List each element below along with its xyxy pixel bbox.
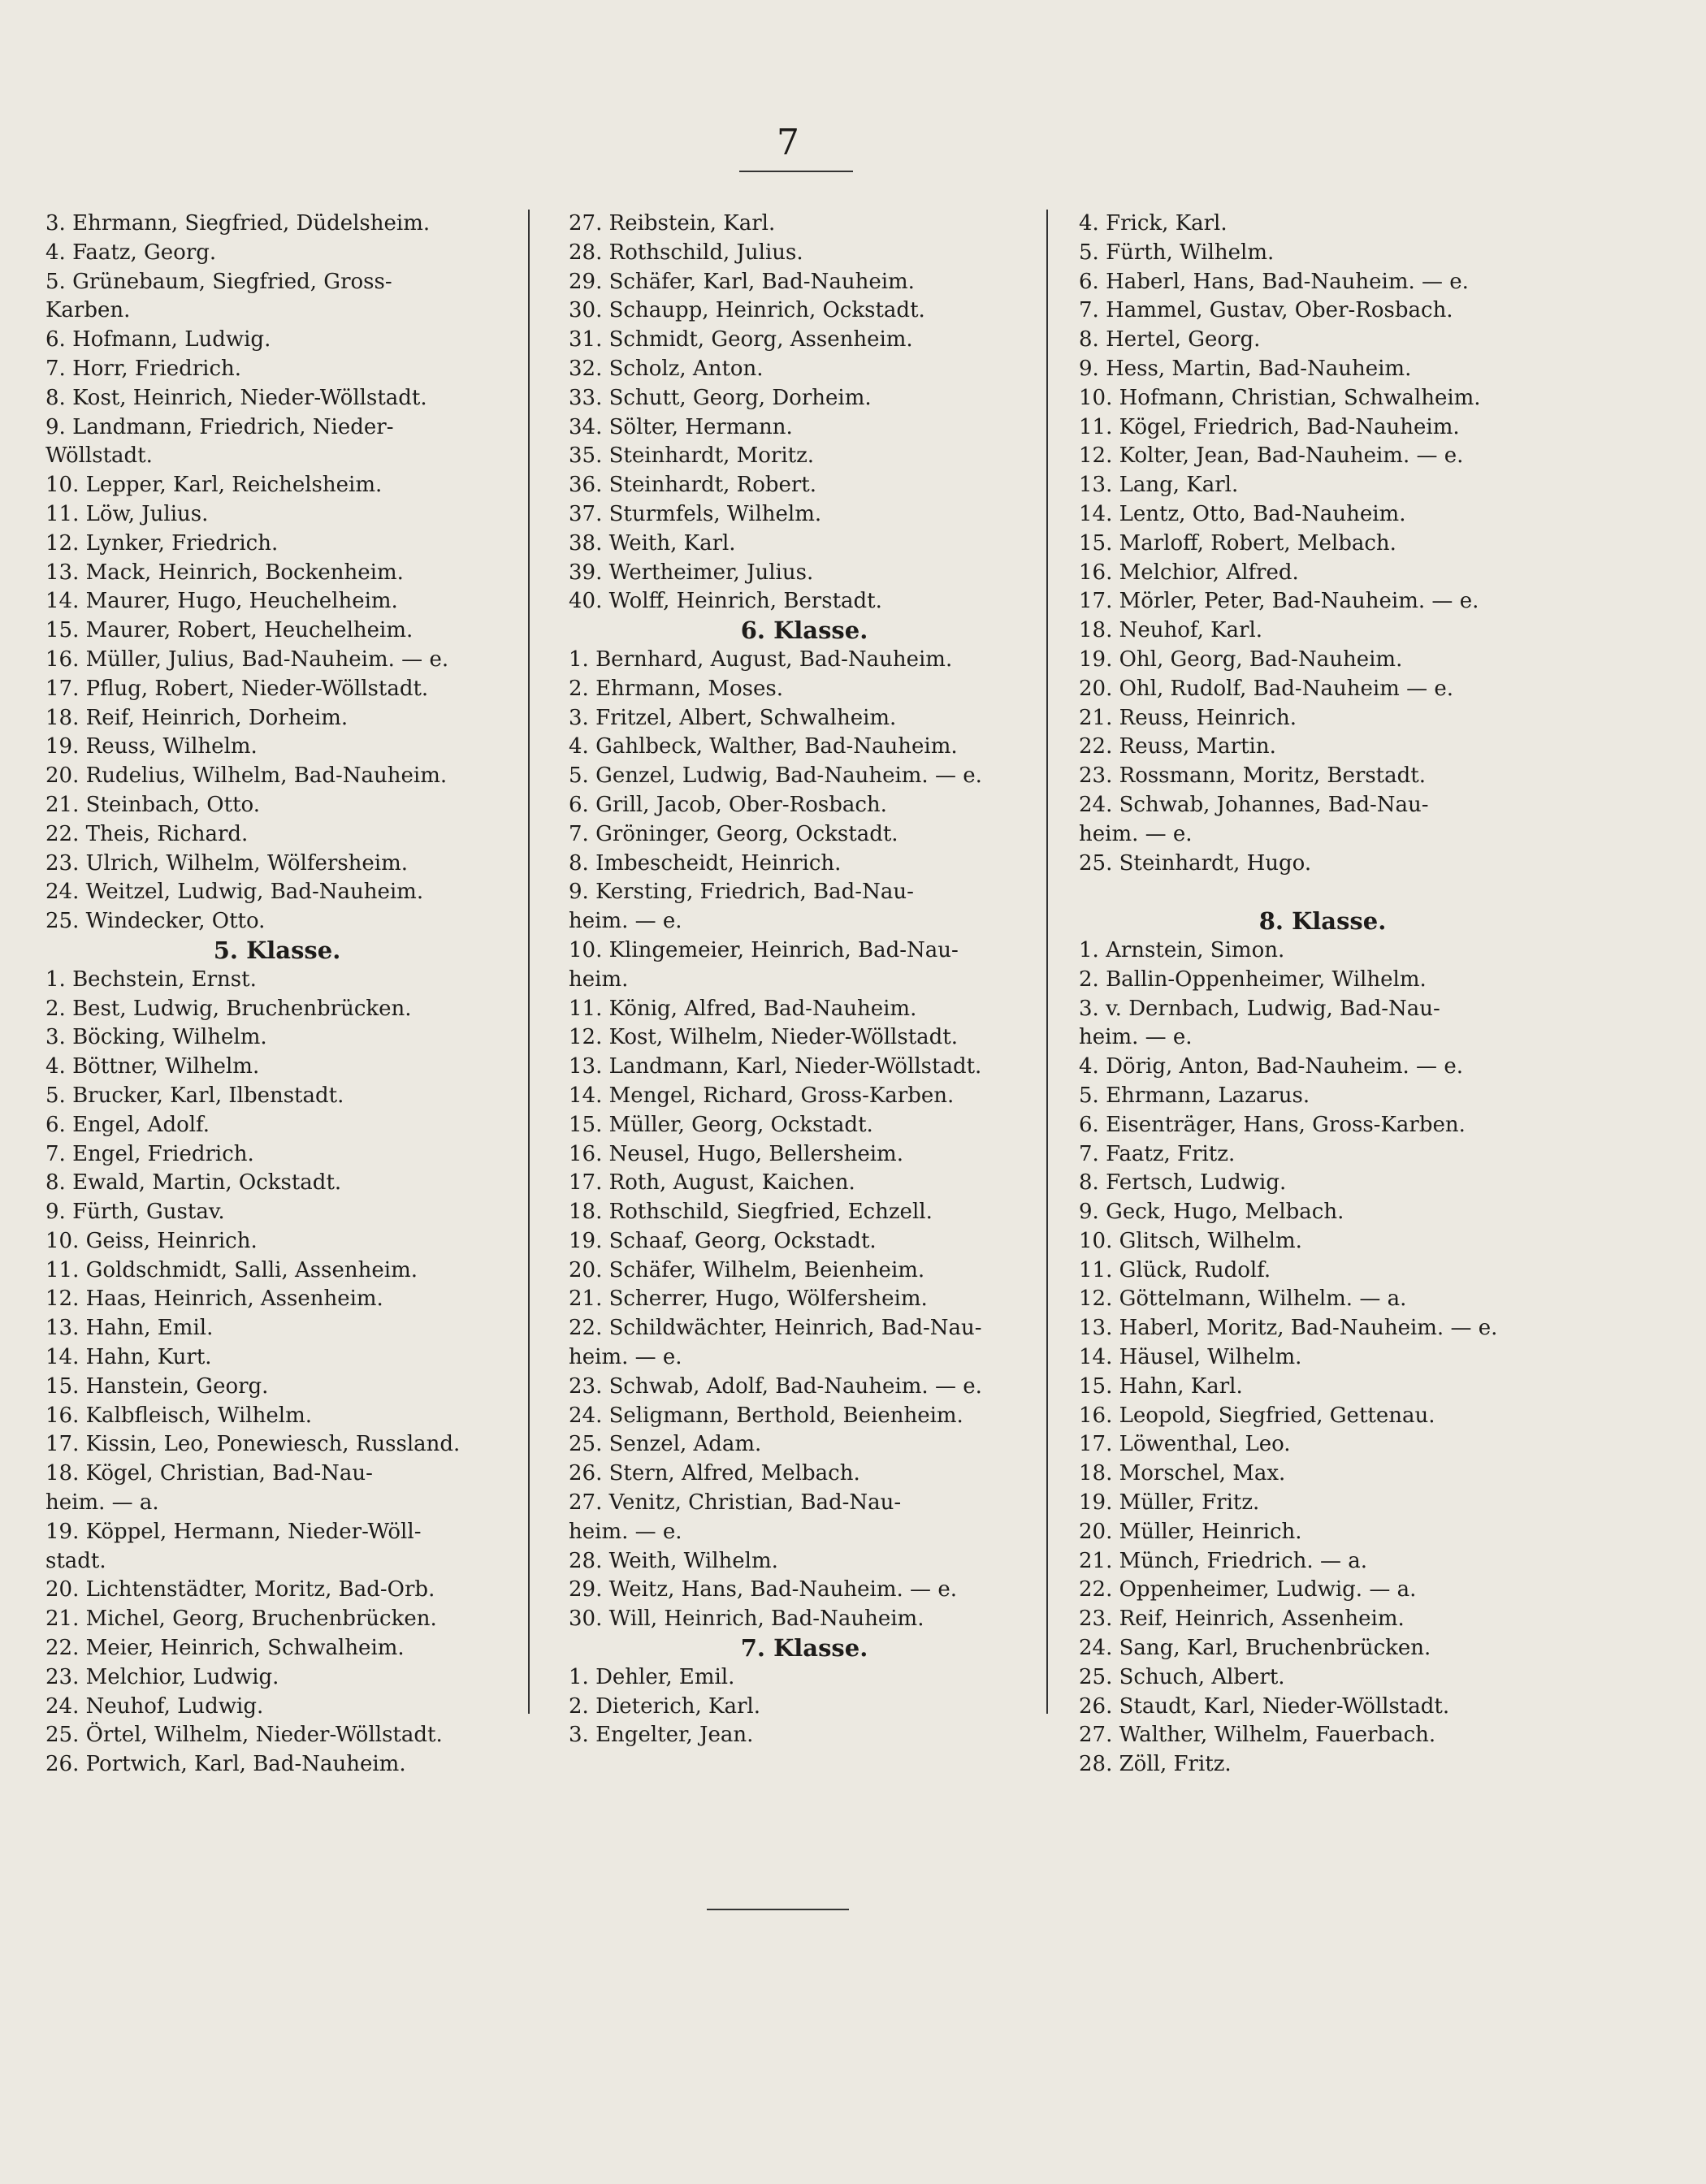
list-item: 16. Müller, Julius, Bad-Nauheim. — e. — [45, 647, 449, 672]
list-item: 26. Portwich, Karl, Bad-Nauheim. — [45, 1752, 406, 1777]
list-item: 15. Marloff, Robert, Melbach. — [1079, 530, 1396, 556]
list-item: 5. Ehrmann, Lazarus. — [1079, 1083, 1310, 1108]
list-item: 8. Hertel, Georg. — [1079, 327, 1261, 352]
list-item: 30. Will, Heinrich, Bad-Nauheim. — [569, 1607, 924, 1632]
list-item: 2. Best, Ludwig, Bruchenbrücken. — [45, 996, 412, 1021]
list-item — [1079, 878, 1566, 907]
list-item: 24. Schwab, Johannes, Bad-Nau- — [1079, 792, 1429, 817]
list-item: 5. Fürth, Wilhelm. — [1079, 240, 1275, 265]
list-item: 7. Hammel, Gustav, Ober-Rosbach. — [1079, 298, 1453, 323]
list-item: 14. Häusel, Wilhelm. — [1079, 1345, 1302, 1370]
list-item: 16. Leopold, Siegfried, Gettenau. — [1079, 1403, 1435, 1428]
list-item: 21. Münch, Friedrich. — a. — [1079, 1548, 1367, 1573]
list-item: 6. Grill, Jacob, Ober-Rosbach. — [569, 792, 887, 817]
list-item: 27. Walther, Wilhelm, Fauerbach. — [1079, 1723, 1436, 1748]
list-item: 26. Stern, Alfred, Melbach. — [569, 1461, 860, 1486]
list-item: 19. Müller, Fritz. — [1079, 1490, 1260, 1516]
list-item: 11. König, Alfred, Bad-Nauheim. — [569, 996, 917, 1021]
list-item: 23. Schwab, Adolf, Bad-Nauheim. — e. — [569, 1373, 982, 1399]
list-item: 13. Hahn, Emil. — [45, 1316, 214, 1341]
list-item: 12. Kost, Wilhelm, Nieder-Wöllstadt. — [569, 1025, 959, 1050]
list-item: 4. Böttner, Wilhelm. — [45, 1054, 260, 1079]
list-item: 38. Weith, Karl. — [569, 530, 736, 556]
list-item: 15. Hanstein, Georg. — [45, 1373, 269, 1399]
list-item: 25. Steinhardt, Hugo. — [1079, 850, 1312, 876]
list-item: 36. Steinhardt, Robert. — [569, 473, 817, 498]
list-item: 24. Sang, Karl, Bruchenbrücken. — [1079, 1636, 1431, 1661]
list-item: 6. Eisenträger, Hans, Gross-Karben. — [1079, 1112, 1466, 1137]
list-item: 15. Maurer, Robert, Heuchelheim. — [45, 618, 414, 643]
list-item: 19. Ohl, Georg, Bad-Nauheim. — [1079, 647, 1403, 672]
list-item: 18. Rothschild, Siegfried, Echzell. — [569, 1200, 933, 1225]
list-item: 8. Fertsch, Ludwig. — [1079, 1170, 1287, 1196]
list-item: 18. Kögel, Christian, Bad-Nau- — [45, 1461, 373, 1486]
list-item: 7. Gröninger, Georg, Ockstadt. — [569, 821, 898, 846]
list-item: 20. Rudelius, Wilhelm, Bad-Nauheim. — [45, 763, 448, 789]
list-item: 11. Kögel, Friedrich, Bad-Nauheim. — [1079, 414, 1460, 439]
list-item: 23. Reif, Heinrich, Assenheim. — [1079, 1607, 1405, 1632]
list-item: 4. Gahlbeck, Walther, Bad-Nauheim. — [569, 734, 958, 759]
list-item: heim. — a. — [45, 1490, 159, 1516]
class-heading: 5. Klasse. — [213, 936, 341, 964]
list-item: 7. Horr, Friedrich. — [45, 356, 242, 381]
list-item: 10. Klingemeier, Heinrich, Bad-Nau- — [569, 937, 959, 962]
list-item: 8. Kost, Heinrich, Nieder-Wöllstadt. — [45, 385, 427, 410]
list-item: 4. Frick, Karl. — [1079, 211, 1228, 236]
list-item: 24. Neuhof, Ludwig. — [45, 1693, 264, 1719]
list-item: 32. Scholz, Anton. — [569, 356, 764, 381]
list-item: 12. Kolter, Jean, Bad-Nauheim. — e. — [1079, 443, 1464, 469]
list-item: 11. Glück, Rudolf. — [1079, 1257, 1271, 1282]
list-item: 2. Ehrmann, Moses. — [569, 676, 784, 701]
list-item: 25. Örtel, Wilhelm, Nieder-Wöllstadt. — [45, 1723, 443, 1748]
list-item: heim. — e. — [569, 1519, 682, 1544]
page-number: 7 — [777, 122, 799, 163]
list-item: 10. Lepper, Karl, Reichelsheim. — [45, 473, 383, 498]
list-item: stadt. — [45, 1548, 106, 1573]
list-item: 28. Rothschild, Julius. — [569, 240, 803, 265]
list-item: 12. Lynker, Friedrich. — [45, 530, 279, 556]
list-item: 15. Hahn, Karl. — [1079, 1373, 1243, 1399]
list-item: heim. — e. — [1079, 1025, 1193, 1050]
list-item: 10. Geiss, Heinrich. — [45, 1228, 258, 1253]
column-3 — [1079, 210, 1566, 1780]
list-item: 5. Genzel, Ludwig, Bad-Nauheim. — e. — [569, 763, 982, 789]
list-item: 6. Engel, Adolf. — [45, 1112, 210, 1137]
list-item: 22. Oppenheimer, Ludwig. — a. — [1079, 1577, 1417, 1602]
list-item: 33. Schutt, Georg, Dorheim. — [569, 385, 872, 410]
list-item: 2. Ballin-Oppenheimer, Wilhelm. — [1079, 967, 1427, 992]
list-item: 23. Ulrich, Wilhelm, Wölfersheim. — [45, 850, 409, 876]
list-item: 24. Weitzel, Ludwig, Bad-Nauheim. — [45, 880, 424, 905]
class-heading: 7. Klasse. — [740, 1634, 868, 1663]
list-item: 27. Venitz, Christian, Bad-Nau- — [569, 1490, 902, 1516]
list-item: 23. Melchior, Ludwig. — [45, 1664, 279, 1689]
list-item: heim. — e. — [569, 1345, 682, 1370]
list-item: 27. Reibstein, Karl. — [569, 211, 776, 236]
list-item: 6. Haberl, Hans, Bad-Nauheim. — e. — [1079, 269, 1469, 294]
list-item: 15. Müller, Georg, Ockstadt. — [569, 1112, 873, 1137]
list-item: 2. Dieterich, Karl. — [569, 1693, 760, 1719]
list-item: 29. Schäfer, Karl, Bad-Nauheim. — [569, 269, 915, 294]
list-item: 9. Hess, Martin, Bad-Nauheim. — [1079, 356, 1412, 381]
list-item: 3. Ehrmann, Siegfried, Düdelsheim. — [45, 211, 431, 236]
list-item: heim. — e. — [1079, 821, 1193, 846]
list-item: 19. Schaaf, Georg, Ockstadt. — [569, 1228, 877, 1253]
column-divider-1 — [528, 210, 530, 1714]
list-item: 21. Michel, Georg, Bruchenbrücken. — [45, 1607, 437, 1632]
list-item: 3. Böcking, Wilhelm. — [45, 1025, 267, 1050]
list-item: 12. Haas, Heinrich, Assenheim. — [45, 1287, 383, 1312]
list-item: 21. Steinbach, Otto. — [45, 792, 260, 817]
list-item: 8. Ewald, Martin, Ockstadt. — [45, 1170, 342, 1196]
list-item: 3. Fritzel, Albert, Schwalheim. — [569, 705, 897, 730]
header-rule — [739, 171, 853, 172]
list-item: 19. Reuss, Wilhelm. — [45, 734, 258, 759]
list-item: 20. Ohl, Rudolf, Bad-Nauheim — e. — [1079, 676, 1453, 701]
list-item: 9. Kersting, Friedrich, Bad-Nau- — [569, 880, 914, 905]
list-item: 3. Engelter, Jean. — [569, 1723, 754, 1748]
list-item: 25. Senzel, Adam. — [569, 1432, 762, 1457]
list-item: 14. Mengel, Richard, Gross-Karben. — [569, 1083, 955, 1108]
list-item: 17. Pflug, Robert, Nieder-Wöllstadt. — [45, 676, 429, 701]
list-item: 17. Kissin, Leo, Ponewiesch, Russland. — [45, 1432, 461, 1457]
list-item: 31. Schmidt, Georg, Assenheim. — [569, 327, 913, 352]
list-item: 17. Löwenthal, Leo. — [1079, 1432, 1291, 1457]
list-item: 13. Haberl, Moritz, Bad-Nauheim. — e. — [1079, 1316, 1498, 1341]
list-item: 14. Maurer, Hugo, Heuchelheim. — [45, 589, 398, 614]
list-item: 37. Sturmfels, Wilhelm. — [569, 501, 822, 526]
list-item: 6. Hofmann, Ludwig. — [45, 327, 271, 352]
list-item: 13. Lang, Karl. — [1079, 473, 1239, 498]
list-item: 25. Schuch, Albert. — [1079, 1664, 1285, 1689]
list-item: 11. Löw, Julius. — [45, 501, 209, 526]
list-item: Wöllstadt. — [45, 443, 153, 469]
list-item: 16. Kalbfleisch, Wilhelm. — [45, 1403, 312, 1428]
list-item: 12. Göttelmann, Wilhelm. — a. — [1079, 1287, 1407, 1312]
list-item: 5. Grünebaum, Siegfried, Gross- — [45, 269, 392, 294]
list-item: heim. — e. — [569, 909, 682, 934]
list-item: 1. Dehler, Emil. — [569, 1664, 735, 1689]
list-item: 26. Staudt, Karl, Nieder-Wöllstadt. — [1079, 1693, 1450, 1719]
list-item: 1. Arnstein, Simon. — [1079, 937, 1285, 962]
list-item: 17. Mörler, Peter, Bad-Nauheim. — e. — [1079, 589, 1479, 614]
list-item: 8. Imbescheidt, Heinrich. — [569, 850, 842, 876]
list-item: 22. Meier, Heinrich, Schwalheim. — [45, 1636, 405, 1661]
list-item: 16. Neusel, Hugo, Bellersheim. — [569, 1141, 903, 1166]
class-heading: 8. Klasse. — [1258, 907, 1387, 936]
list-item: 18. Neuhof, Karl. — [1079, 618, 1263, 643]
list-item: 18. Reif, Heinrich, Dorheim. — [45, 705, 349, 730]
class-heading: 6. Klasse. — [740, 616, 868, 645]
list-item: heim. — [569, 967, 629, 992]
list-item: 20. Schäfer, Wilhelm, Beienheim. — [569, 1257, 925, 1282]
list-item: 9. Geck, Hugo, Melbach. — [1079, 1200, 1344, 1225]
list-item: 16. Melchior, Alfred. — [1079, 560, 1299, 585]
footer-rule — [707, 1909, 849, 1910]
list-item: 22. Schildwächter, Heinrich, Bad-Nau- — [569, 1316, 982, 1341]
list-item: 24. Seligmann, Berthold, Beienheim. — [569, 1403, 963, 1428]
column-1 — [45, 210, 509, 1780]
list-item: 35. Steinhardt, Moritz. — [569, 443, 815, 469]
list-item: 19. Köppel, Hermann, Nieder-Wöll- — [45, 1519, 422, 1544]
list-item: 5. Brucker, Karl, Ilbenstadt. — [45, 1083, 344, 1108]
list-item: 1. Bechstein, Ernst. — [45, 967, 257, 992]
list-item: 21. Scherrer, Hugo, Wölfersheim. — [569, 1287, 928, 1312]
list-item: 20. Müller, Heinrich. — [1079, 1519, 1302, 1544]
list-item: 14. Hahn, Kurt. — [45, 1345, 212, 1370]
list-item: 10. Glitsch, Wilhelm. — [1079, 1228, 1302, 1253]
list-item: 20. Lichtenstädter, Moritz, Bad-Orb. — [45, 1577, 435, 1602]
column-divider-2 — [1046, 210, 1048, 1714]
list-item: 23. Rossmann, Moritz, Berstadt. — [1079, 763, 1426, 789]
list-item: 28. Weith, Wilhelm. — [569, 1548, 778, 1573]
list-item: 22. Reuss, Martin. — [1079, 734, 1276, 759]
list-item: 17. Roth, August, Kaichen. — [569, 1170, 855, 1196]
list-item: Karben. — [45, 298, 131, 323]
list-item: 21. Reuss, Heinrich. — [1079, 705, 1297, 730]
column-2 — [569, 210, 1040, 1750]
list-item: 7. Engel, Friedrich. — [45, 1141, 254, 1166]
list-item: 29. Weitz, Hans, Bad-Nauheim. — e. — [569, 1577, 957, 1602]
list-item: 10. Hofmann, Christian, Schwalheim. — [1079, 385, 1481, 410]
list-item: 34. Sölter, Hermann. — [569, 414, 793, 439]
list-item: 30. Schaupp, Heinrich, Ockstadt. — [569, 298, 925, 323]
list-item: 39. Wertheimer, Julius. — [569, 560, 814, 585]
list-item: 13. Mack, Heinrich, Bockenheim. — [45, 560, 404, 585]
list-item: 18. Morschel, Max. — [1079, 1461, 1286, 1486]
list-item: 1. Bernhard, August, Bad-Nauheim. — [569, 647, 953, 672]
list-item: 28. Zöll, Fritz. — [1079, 1752, 1232, 1777]
list-item: 14. Lentz, Otto, Bad-Nauheim. — [1079, 501, 1406, 526]
list-item: 9. Landmann, Friedrich, Nieder- — [45, 414, 394, 439]
list-item: 4. Dörig, Anton, Bad-Nauheim. — e. — [1079, 1054, 1463, 1079]
list-item: 13. Landmann, Karl, Nieder-Wöllstadt. — [569, 1054, 982, 1079]
list-item: 9. Fürth, Gustav. — [45, 1200, 225, 1225]
list-item: 40. Wolff, Heinrich, Berstadt. — [569, 589, 882, 614]
list-item: 25. Windecker, Otto. — [45, 909, 266, 934]
list-item: 22. Theis, Richard. — [45, 821, 249, 846]
list-item: 11. Goldschmidt, Salli, Assenheim. — [45, 1257, 418, 1282]
list-item: 7. Faatz, Fritz. — [1079, 1141, 1236, 1166]
list-item: 4. Faatz, Georg. — [45, 240, 217, 265]
list-item: 3. v. Dernbach, Ludwig, Bad-Nau- — [1079, 996, 1440, 1021]
